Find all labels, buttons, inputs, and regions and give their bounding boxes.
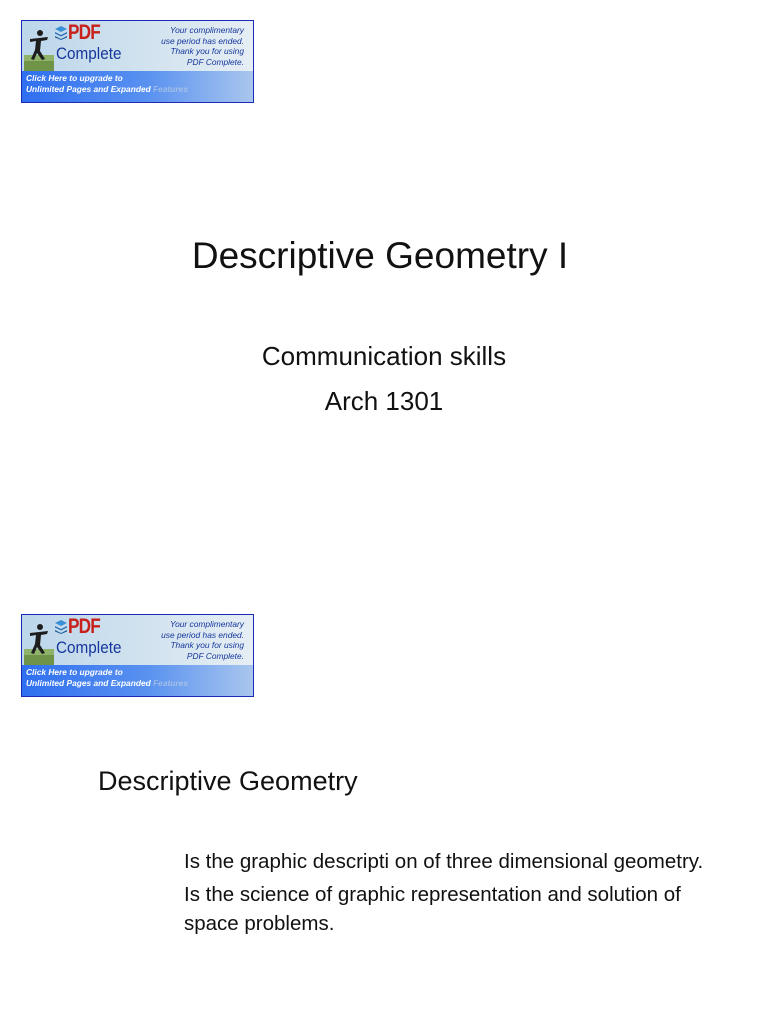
definition-list	[184, 847, 704, 942]
complete-logo-text: Complete	[56, 44, 122, 63]
upgrade-line-2	[26, 84, 188, 95]
upgrade-bar[interactable]	[22, 665, 253, 697]
slide-subtitle-course: Communication skills	[261, 341, 507, 371]
banner-upper	[22, 615, 253, 665]
notice-line: PDF Complete.	[186, 56, 244, 67]
upgrade-line-2-bright: Unlimited Pages and Expanded	[26, 678, 151, 688]
banner-upper	[22, 21, 253, 71]
notice-line: Thank you for using	[170, 46, 244, 56]
upgrade-line-2-faded: Features	[150, 678, 188, 688]
notice-line: Your complimentary	[169, 619, 244, 629]
upgrade-line-1: Click Here to upgrade to	[26, 667, 123, 677]
slide-subtitle-code: Arch 1301	[324, 386, 444, 416]
notice-line: PDF Complete.	[186, 650, 244, 661]
upgrade-line-2	[26, 678, 188, 689]
upgrade-bar[interactable]	[22, 71, 253, 103]
upgrade-line-2-faded: Features	[150, 84, 188, 94]
jumping-figure-icon	[24, 619, 54, 665]
pdf-complete-banner[interactable]	[21, 20, 254, 103]
complete-logo-text: Complete	[56, 638, 122, 657]
pdf-logo-text: PDF	[68, 21, 100, 44]
slide-title: Descriptive Geometry I	[191, 235, 569, 276]
layers-icon	[55, 620, 67, 634]
definition-item: Is the graphic descripti on of three dimensional geometry.	[184, 850, 704, 873]
layers-icon	[55, 26, 67, 40]
upgrade-line-1: Click Here to upgrade to	[26, 73, 123, 83]
notice-line: use period has ended.	[161, 629, 244, 640]
upgrade-link[interactable]	[26, 667, 188, 689]
trial-notice	[124, 25, 244, 67]
trial-notice	[124, 619, 244, 661]
notice-line: Thank you for using	[170, 640, 244, 650]
upgrade-link[interactable]	[26, 73, 188, 95]
pdf-logo-text: PDF	[68, 615, 100, 638]
definition-item: Is the science of graphic representation and solution of space problems.	[184, 883, 681, 935]
jumping-figure-icon	[24, 25, 54, 71]
pdf-complete-banner[interactable]	[21, 614, 254, 697]
notice-line: use period has ended.	[161, 35, 244, 46]
upgrade-line-2-bright: Unlimited Pages and Expanded	[26, 84, 151, 94]
notice-line: Your complimentary	[169, 25, 244, 35]
section-heading: Descriptive Geometry	[98, 766, 358, 796]
